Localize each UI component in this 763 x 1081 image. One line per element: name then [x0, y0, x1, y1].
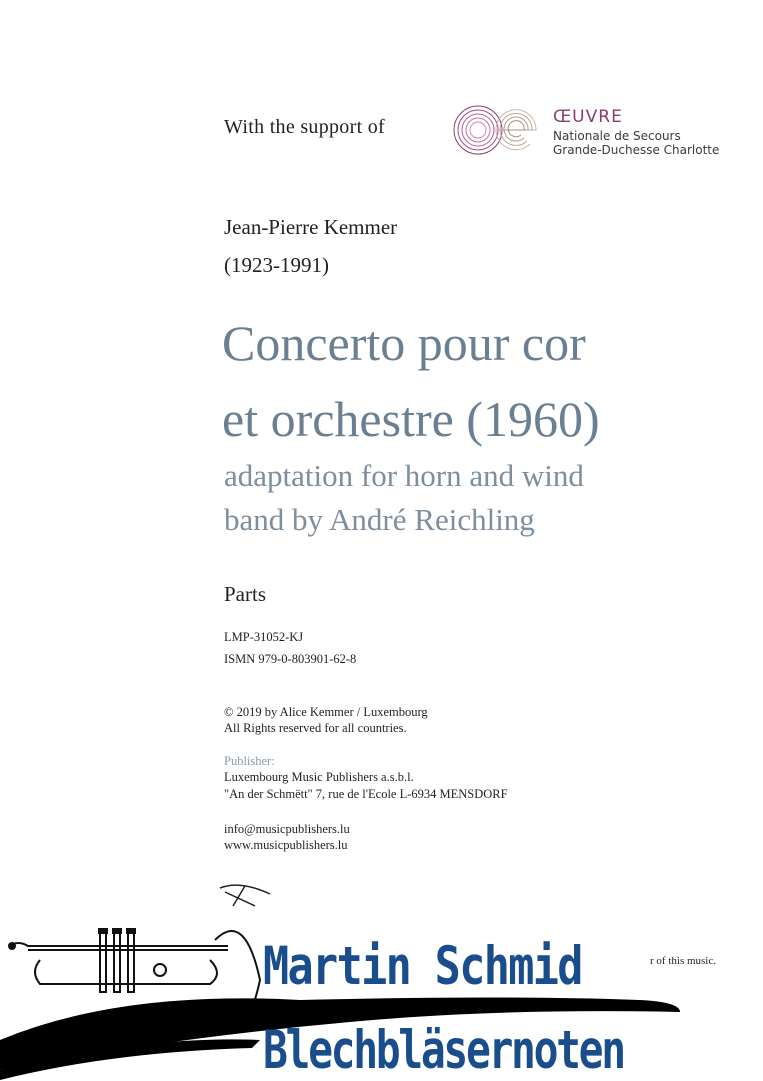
- copyright-line-2: All Rights reserved for all countries.: [224, 721, 407, 735]
- logo-line-2: Grande-Duchesse Charlotte: [553, 143, 720, 157]
- watermark-line-2: Blechbläsernoten: [263, 1020, 624, 1081]
- composer-name: Jean-Pierre Kemmer: [224, 215, 398, 239]
- title-line-1: Concerto pour cor: [222, 315, 586, 371]
- composer-dates: (1923-1991): [224, 253, 329, 277]
- trailing-text: r of this music.: [650, 955, 716, 967]
- ismn: ISMN 979-0-803901-62-8: [224, 652, 357, 666]
- title-line-2: et orchestre (1960): [222, 391, 600, 447]
- publisher-name: Luxembourg Music Publishers a.s.b.l.: [224, 770, 414, 784]
- logo-name: ŒUVRE: [553, 107, 623, 127]
- oeuvre-logo-icon: [452, 102, 542, 158]
- publisher-web: www.musicpublishers.lu: [224, 838, 348, 852]
- publisher-email: info@musicpublishers.lu: [224, 822, 350, 836]
- support-label: With the support of: [224, 116, 385, 138]
- watermark-line-1: Martin Schmid: [263, 936, 582, 997]
- parts-label: Parts: [224, 582, 266, 606]
- catalog-number: LMP-31052-KJ: [224, 630, 304, 644]
- subtitle-line-1: adaptation for horn and wind: [224, 458, 584, 493]
- publisher-address: "An der Schmëtt" 7, rue de l'Ecole L-6934 MENSDORF: [224, 787, 508, 801]
- copyright-line-1: © 2019 by Alice Kemmer / Luxembourg: [224, 705, 428, 719]
- publisher-label: Publisher:: [224, 754, 275, 768]
- subtitle-line-2: band by André Reichling: [224, 502, 535, 537]
- logo-line-1: Nationale de Secours: [553, 129, 681, 143]
